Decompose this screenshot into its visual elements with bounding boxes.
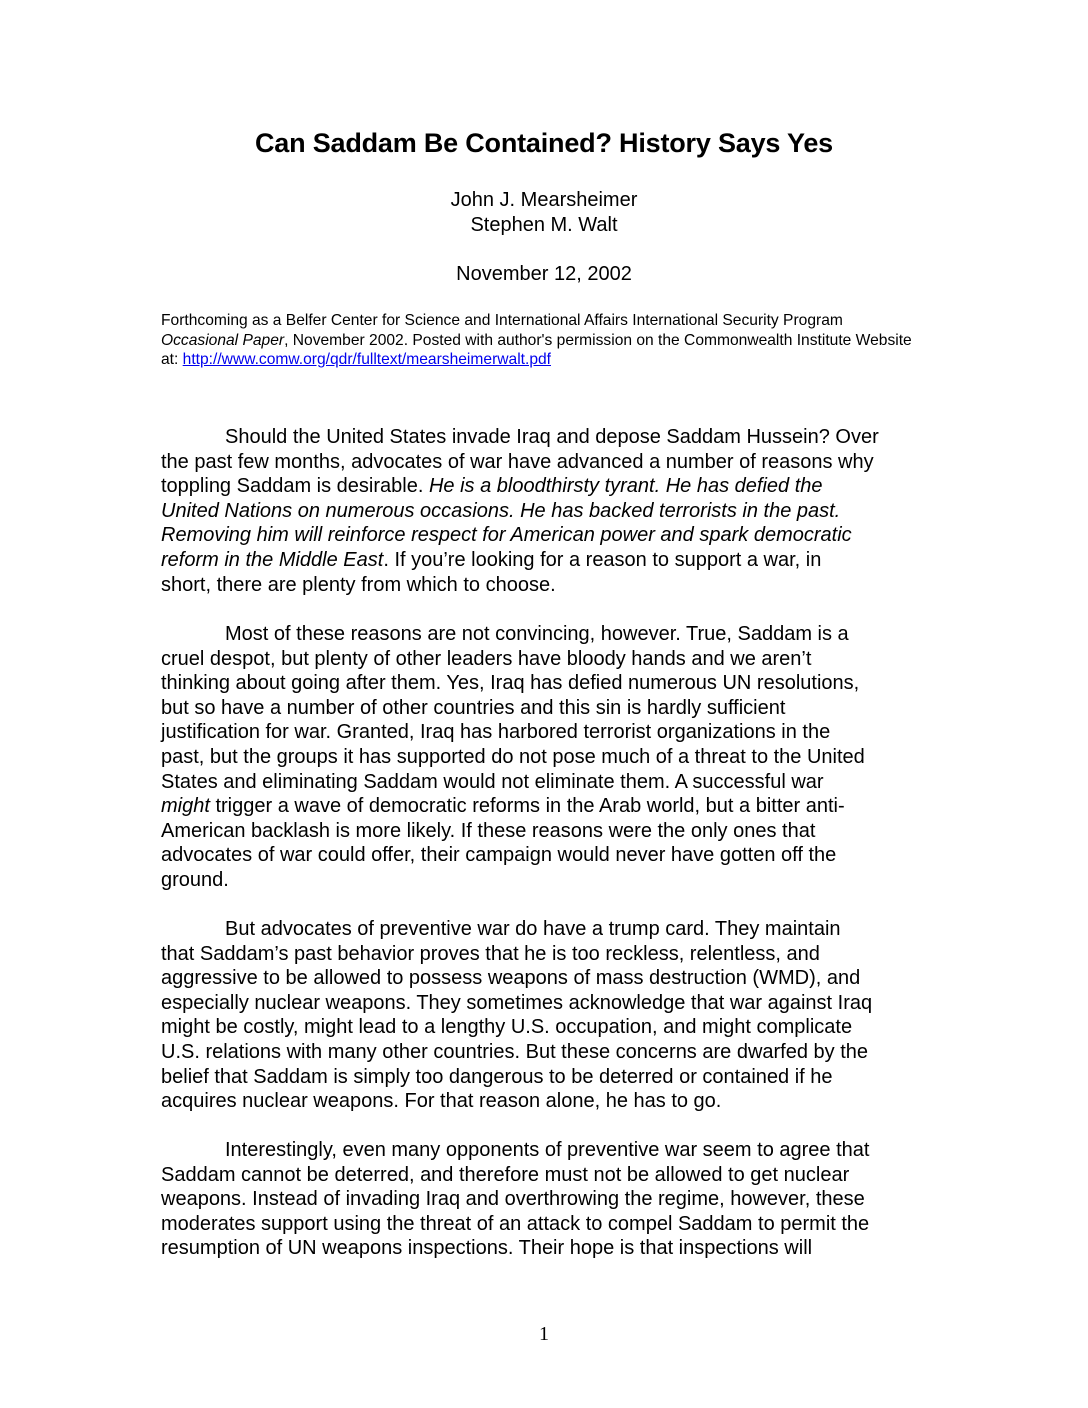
text-line: the past few months, advocates of war have advanced a number of reasons why [161, 450, 874, 473]
text-line: cruel despot, but plenty of other leaders have bloody hands and we aren’t [161, 647, 812, 670]
text-segment: . If you’re looking for a reason to support a war, in [383, 548, 822, 571]
author-name: Stephen M. Walt [470, 214, 618, 236]
paragraph-2 [161, 622, 926, 893]
text-line [161, 523, 926, 548]
text-segment: toppling Saddam is desirable. [161, 475, 429, 498]
text-line: Saddam cannot be deterred, and therefore must not be allowed to get nuclear [161, 1163, 850, 1186]
italic-text: United Nations on numerous occasions. He has backed terrorists in the past. [161, 499, 841, 522]
text-line: justification for war. Granted, Iraq has harbored terrorist organizations in the [161, 721, 831, 744]
document-title: Can Saddam Be Contained? History Says Yes [255, 128, 833, 158]
document-link[interactable]: http://www.comw.org/qdr/fulltext/mearsheimerwalt.pdf [182, 351, 551, 368]
text-line: moderates support using the threat of an attack to compel Saddam to permit the [161, 1212, 870, 1235]
text-line: but so have a number of other countries and this sin is hardly sufficient [161, 696, 786, 719]
italic-text: He is a bloodthirsty tyrant. He has defied the [428, 475, 823, 498]
paragraph-3 [161, 917, 926, 1114]
text-line: that Saddam’s past behavior proves that he is too reckless, relentless, and [161, 942, 820, 965]
text-line: advocates of war could offer, their campaign would never have gotten off the [161, 844, 837, 867]
text-line [161, 548, 926, 573]
italic-text: might [161, 795, 210, 818]
text-line: might be costly, might lead to a lengthy U.S. occupation, and might complicate [161, 1016, 853, 1039]
publication-note [161, 311, 921, 370]
text-line: especially nuclear weapons. They sometimes acknowledge that war against Iraq [161, 991, 873, 1014]
note-text: , November 2002. Posted with author's permission on the Commonwealth Institute Website at: [161, 331, 912, 368]
page-number: 1 [539, 1323, 549, 1345]
text-line: belief that Saddam is simply too dangerous to be deterred or contained if he [161, 1065, 833, 1088]
text-line: American backlash is more likely. If these reasons were the only ones that [161, 819, 816, 842]
note-text: Forthcoming as a Belfer Center for Science and International Affairs International Security Program [161, 312, 843, 329]
text-line: U.S. relations with many other countries. But these concerns are dwarfed by the [161, 1040, 869, 1063]
text-line: weapons. Instead of invading Iraq and overthrowing the regime, however, these [161, 1188, 865, 1211]
text-line: ground. [161, 868, 229, 891]
text-line: thinking about going after them. Yes, Iraq has defied numerous UN resolutions, [161, 672, 860, 695]
italic-text: reform in the Middle East [161, 548, 384, 571]
text-line [161, 499, 926, 524]
text-line: Most of these reasons are not convincing, however. True, Saddam is a [225, 623, 849, 645]
paragraph-4 [161, 1138, 926, 1261]
text-line: past, but the groups it has supported do not pose much of a threat to the United [161, 745, 865, 768]
document-date: November 12, 2002 [456, 263, 632, 285]
text-line: aggressive to be allowed to possess weapons of mass destruction (WMD), and [161, 967, 861, 990]
text-line: States and eliminating Saddam would not eliminate them. A successful war [161, 770, 824, 793]
text-line: acquires nuclear weapons. For that reason alone, he has to go. [161, 1090, 722, 1113]
text-line: But advocates of preventive war do have a trump card. They maintain [225, 918, 841, 940]
note-italic-text: Occasional Paper [161, 331, 285, 349]
text-line [161, 794, 926, 819]
text-line: Should the United States invade Iraq and depose Saddam Hussein? Over [225, 426, 879, 448]
paragraph-1 [161, 425, 926, 597]
text-segment: trigger a wave of democratic reforms in the Arab world, but a bitter anti- [209, 795, 845, 818]
italic-text: Removing him will reinforce respect for American power and spark democratic [161, 524, 852, 547]
text-line [161, 474, 926, 499]
text-line: short, there are plenty from which to choose. [161, 573, 556, 596]
text-line: resumption of UN weapons inspections. Their hope is that inspections will [161, 1237, 813, 1260]
text-line: Interestingly, even many opponents of preventive war seem to agree that [225, 1139, 870, 1161]
author-name: John J. Mearsheimer [450, 189, 638, 211]
